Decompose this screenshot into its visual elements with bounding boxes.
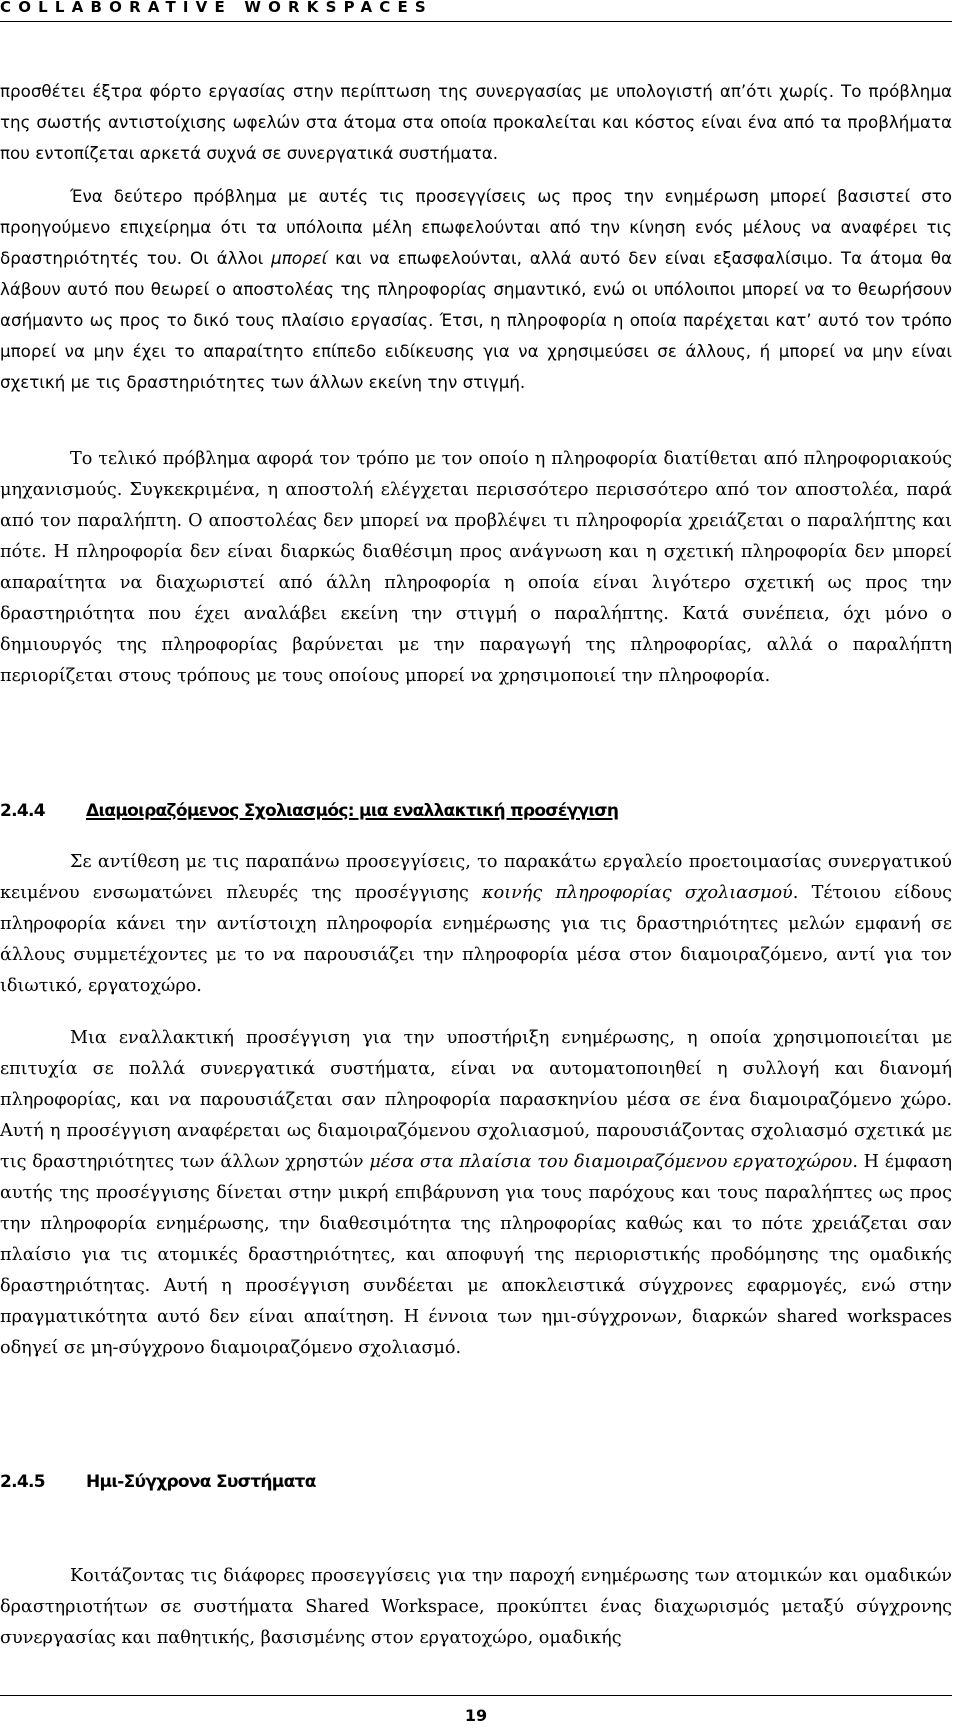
paragraph-text: Μια εναλλακτική προσέγγιση για την υποστήριξη ενημέρωσης, η οποία χρησιμοποιείται με επιτυχία σε πολλά συνεργατικά συστήματα, είναι να αυτοματοποιηθεί η συλλογή και διανομή πληροφορίας, και να παρουσιάζεται σαν πληροφορία παρασκηνίου μέσα σε ένα διαμοιραζόμενο χώρο. Αυτή η προσέγγιση αναφέρεται ως διαμοιραζόμενου σχολιασμού, παρουσιάζοντας σχολιασμό σχετικά με τις δραστηριότητες των άλλων χρηστών <box>0 1028 952 1172</box>
paragraph-shared-annotation-intro <box>0 847 952 1002</box>
paragraph-semi-synchronous <box>0 1561 952 1654</box>
paragraph-text: Κοιτάζοντας τις διάφορες προσεγγίσεις για την παροχή ενημέρωσης των ατομικών και ομαδικών δραστηριοτήτων σε συστήματα Shared Workspace, προκύπτει ένας διαχωρισμός μεταξύ σύγχρονης συνεργασίας και παθητικής, βασισμένης στον εργατοχώρο, ομαδικής <box>0 1566 952 1648</box>
paragraph-continuation <box>0 76 952 169</box>
paragraph-text: Ένα δεύτερο πρόβλημα με αυτές τις προσεγγίσεις ως προς την ενημέρωση μπορεί βασιστεί στο προηγούμενο επιχείρημα ότι τα υπόλοιπα μέλη επωφελούνται από την κίνηση ενός μέλους να αναφέρει τις δραστηριότητές του. <box>0 186 952 268</box>
paragraph-alternative-approach <box>0 1023 952 1364</box>
running-header: COLLABORATIVE WORKSPACES <box>0 0 433 16</box>
footer-divider <box>0 1695 952 1696</box>
section-number: 2.4.4 <box>0 801 45 821</box>
section-title: Διαμοιραζόμενος Σχολιασμός: μια εναλλακτική προσέγγιση <box>86 801 619 821</box>
paragraph-text: . Τέτοιου είδους πληροφορία κάνει την αντίστοιχη πληροφορία ενημέρωσης για τις δραστηριότητες μελών εμφανή σε άλλους συμμετέχοντες με το να παρουσιάζει την πληροφορία μέσα στον διαμοιραζόμενο, αντί για τον ιδιωτικό, εργατοχώρο. <box>0 883 952 996</box>
paragraph-text: . Η έμφαση αυτής της προσέγγισης δίνεται στην μικρή επιβάρυνση για τους παρόχους και τους παραλήπτες ως προς την πληροφορία ενημέρωσης, την διαθεσιμότητα της πληροφορίας καθώς και το πότε χρειάζεται σαν πλαίσιο για τις ατομικές δραστηριότητες, και αποφυγή της περιοριστικής προδόμησης της ομαδικής δραστηριότητας. Αυτή η προσέγγιση συνδέεται με αποκλειστικά σύγχρονες εφαρμογές, ενώ στην πραγματικότητα αυτό δεν είναι απαίτηση. Η έννοια των ημι-σύγχρονων, διαρκών shared workspaces οδηγεί σε μη-σύγχρονο διαμοιραζόμενο σχολιασμό. <box>0 1152 953 1358</box>
emphasis-text: κοινής πληροφορίας σχολιασμού <box>482 883 793 903</box>
paragraph-text: Το τελικό πρόβλημα αφορά τον τρόπο με τον οποίο η πληροφορία διατίθεται από πληροφοριακούς μηχανισμούς. Συγκεκριμένα, η αποστολή ελέγχεται περισσότερο περισσότερο από τον αποστολέα, παρά από τον παραλήπτη. Ο αποστολέας δεν μπορεί να προβλέψει τι πληροφορία χρειάζεται ο παραλήπτης και πότε. Η πληροφορία δεν είναι διαρκώς διαθέσιμη προς ανάγνωση και η σχετική πληροφορία δεν μπορεί απαραίτητα να διαχωριστεί από άλλη πληροφορία η οποία είναι λιγότερο σχετική ως προς την δραστηριότητα που έχει αναλάβει εκείνη την στιγμή ο παραλήπτης. Κατά συνέπεια, όχι μόνο ο δημιουργός της πληροφορίας βαρύνεται με την παραγωγή της πληροφορίας, αλλά ο παραλήπτη περιορίζεται στους τρόπους με τους οποίους μπορεί να χρησιμοποιεί την πληροφορία. <box>0 449 952 686</box>
section-heading-2-4-5 <box>0 1471 316 1493</box>
paragraph-text: Οι άλλοι <box>182 248 272 268</box>
paragraph-text: προσθέτει έξτρα φόρτο εργασίας στην περίπτωση της συνεργασίας με υπολογιστή απ’ότι χωρίς. Το πρόβλημα της σωστής αντιστοίχισης ωφελών στα άτομα στα οποία προκαλείται και κόστος είναι ένα από τα προβλήματα που εντοπίζεται αρκετά συχνά σε συνεργατικά συστήματα. <box>0 81 952 163</box>
paragraph-final-problem <box>0 444 952 692</box>
paragraph-text: και να επωφελούνται, αλλά αυτό δεν είναι εξασφαλίσιμο. Τα άτομα θα λάβουν αυτό που θεωρεί ο αποστολέας της πληροφορίας σημαντικό, ενώ οι υπόλοιποι μπορεί να το θεωρήσουν ασήμαντο ως προς το δικό τους πλαίσιο εργασίας. Έτσι, η πληροφορία η οποία παρέχεται κατ’ αυτό τον τρόπο μπορεί να μην έχει το απαραίτητο επίπεδο ειδίκευσης για να χρησιμεύσει σε άλλους, ή μπορεί να μην είναι σχετική με τις δραστηριότητες των άλλων εκείνη την στιγμή. <box>0 248 952 392</box>
header-divider <box>0 21 952 22</box>
paragraph-text: Σε αντίθεση με τις παραπάνω προσεγγίσεις, το παρακάτω εργαλείο προετοιμασίας συνεργατικού κειμένου ενσωματώνει πλευρές της προσέγγισης <box>0 852 952 903</box>
section-title: Ημι-Σύγχρονα Συστήματα <box>86 1472 316 1492</box>
emphasis-text: μπορεί <box>271 248 328 268</box>
emphasis-text: μέσα στα πλαίσια του διαμοιραζόμενου εργατοχώρου <box>369 1152 853 1172</box>
section-number: 2.4.5 <box>0 1472 45 1492</box>
paragraph-second-problem <box>0 181 952 398</box>
page-number: 19 <box>464 1706 488 1725</box>
section-heading-2-4-4 <box>0 800 618 822</box>
